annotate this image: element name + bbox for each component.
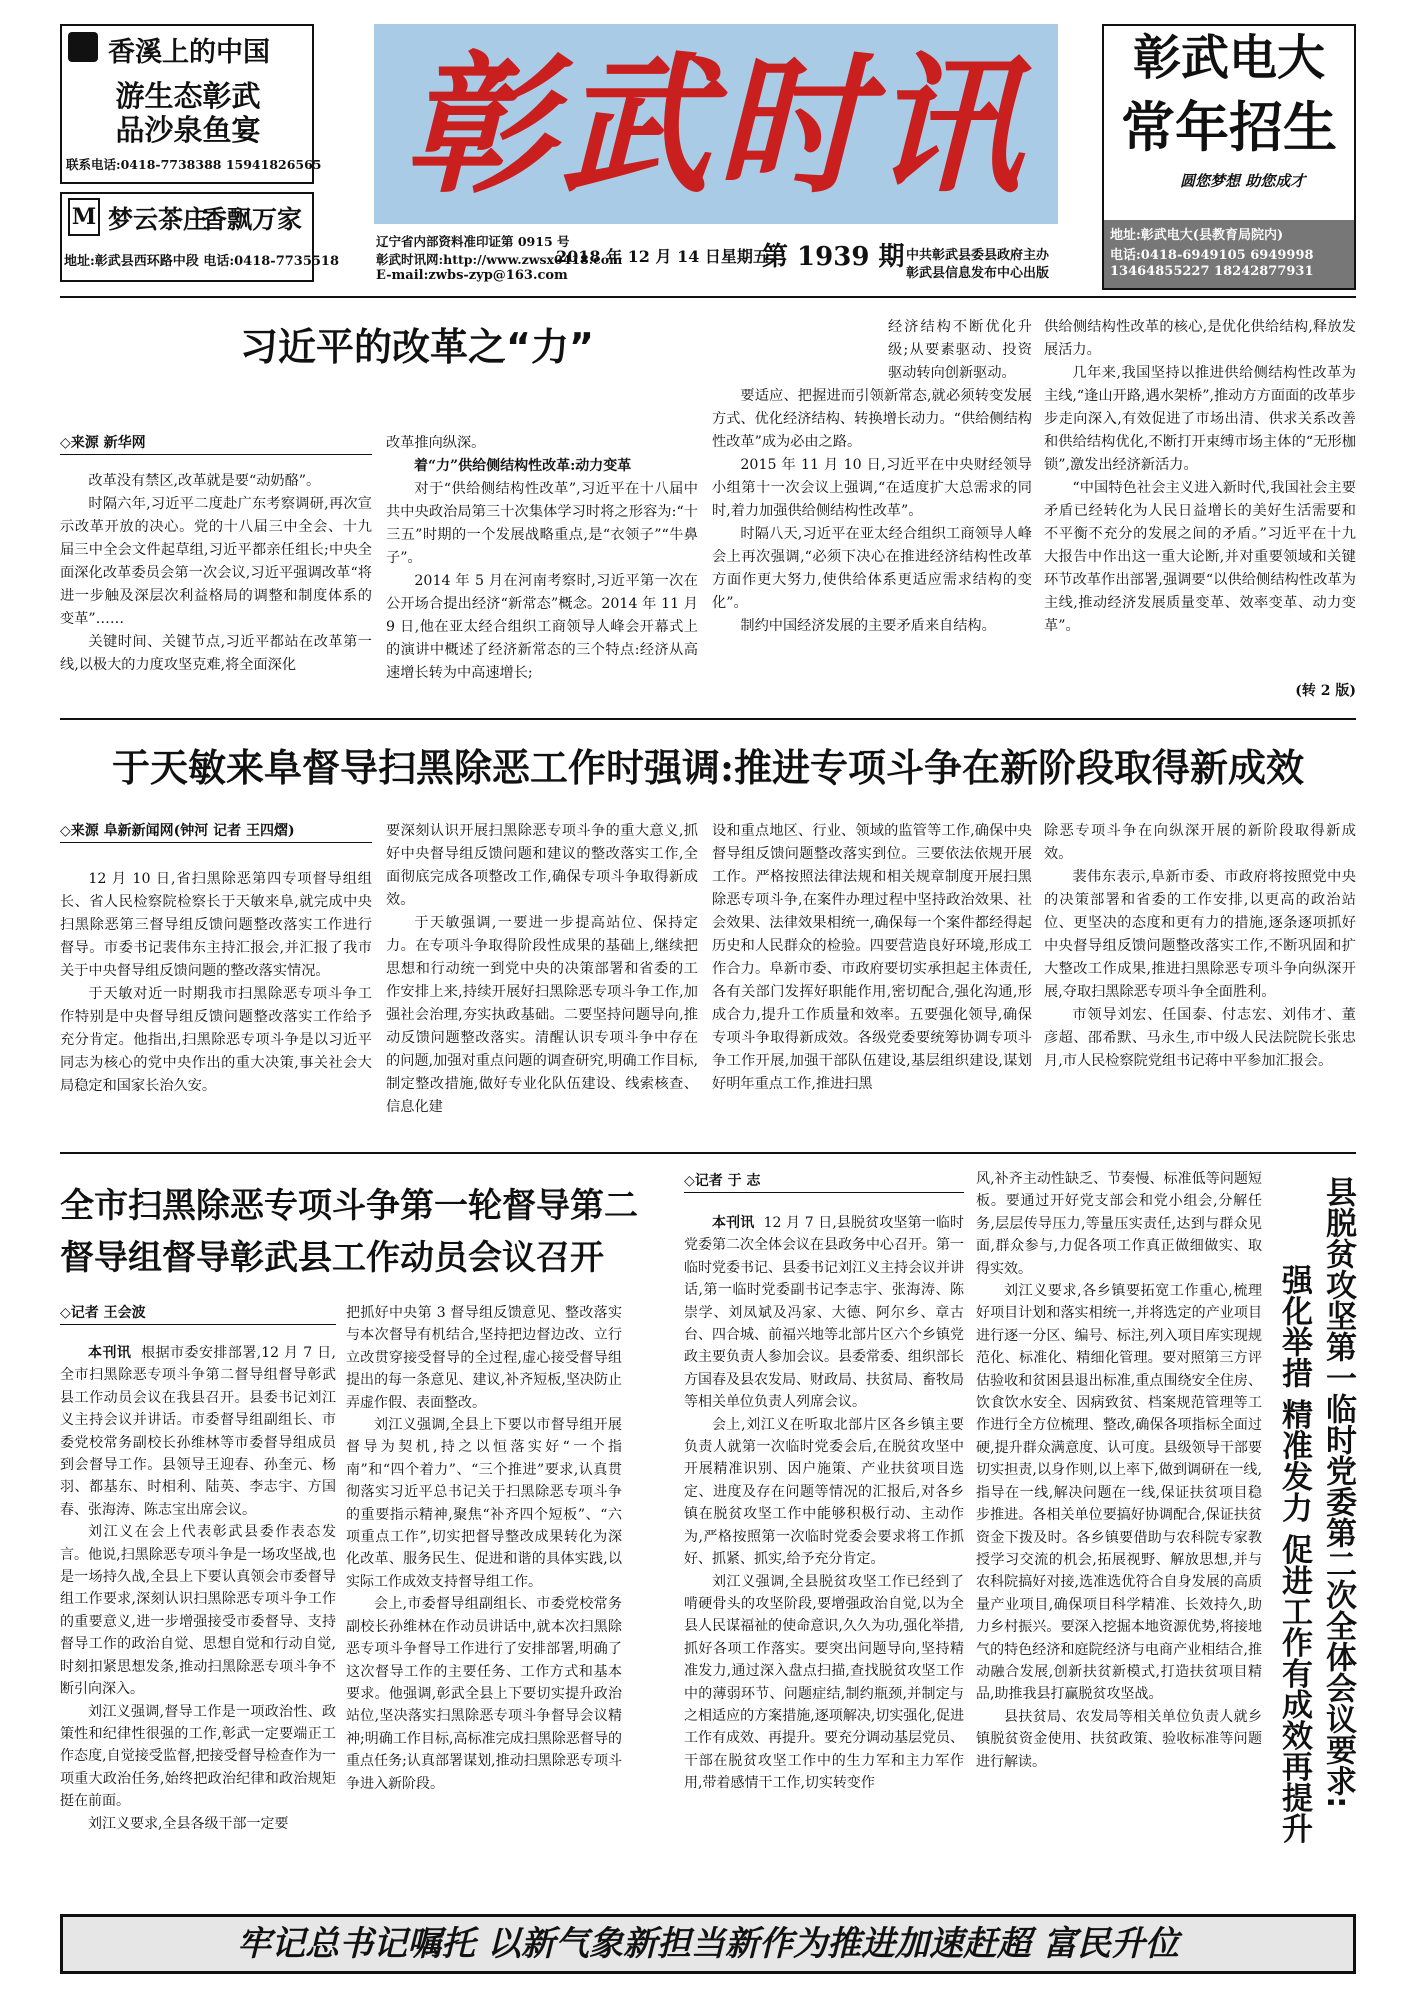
header-rule [60,296,1356,298]
article3-col2: 把抓好中央第 3 督导组反馈意见、整改落实与本次督导有机结合,坚持把边督边改、立行立改贯穿接受督导的全过程,虚心接受督导组提出的每一条意见、建议,补齐短板,坚决防止弄虚作假、表面整改。 刘江义强调,全县上下要以市督导组开展督导为契机,持之以恒落实好“一个指南”和“四个着力”、“三个推进”要求,认真贯彻落实习近平总书记关于扫黑除恶专项斗争的重要指示精神,聚焦“补齐四个短板”、“六项重点工作”,切实把督导整改成果转化为深化改革、服务民生、促进和谐的具体实践,以实际工作成效支持督导组工作。 会上,市委督导组副组长、市委党校常务副校长孙维林在作动员讲话中,就本次扫黑除恶专项斗争督导工作进行了安排部署,明确了这次督导工作的主要任务、工作方式和基本要求。他强调,彰武全县上下要切实提升政治站位,坚决落实扫黑除恶专项斗争督导会议精神;明确工作目标,高标准完成扫黑除恶督导的重点任务;认真部署谋划,推动扫黑除恶专项斗争进入新阶段。 [346,1305,622,1792]
article1-col2: 改革推向纵深。 着“力”供给侧结构性改革:动力变革 对于“供给侧结构性改革”,习近平在十八届中共中央政治局第三十次集体学习时将之形容为:“十三五”时期的一个发展战略重点,是“衣领子”“牛鼻子”。 2014 年 5 月在河南考察时,习近平第一次在公开场合提出经济“新常态”概念。2014 年 11 月 9 日,他在亚太经合组织工商领导人峰会开幕式上的演讲中概述了经济新常态的三个特点:经济从高速增长转为中高速增长; [386,435,698,681]
article2-col3: 设和重点地区、行业、领域的监管等工作,确保中央督导组反馈问题整改落实到位。三要依法依规开展工作。严格按照法律法规和相关规章制度开展扫黑除恶专项斗争,在案件办理过程中坚持政治效果、社会效果、法律效果相统一,确保每一个案件都经得起历史和人民群众的检验。四要营造良好环境,形成工作合力。阜新市委、市政府要切实承担起主体责任,各有关部门发挥好职能作用,密切配合,强化沟通,形成合力,提升工作质量和效率。五要强化领导,确保专项斗争取得新成效。各级党委要统筹协调专项斗争工作开展,加强干部队伍建设,基层组织建设,谋划好明年重点工作,推进扫黑 [712,823,1032,1092]
article1-rule [60,718,1356,720]
article2-col4: 除恶专项斗争在向纵深开展的新阶段取得新成效。 裴伟东表示,阜新市委、市政府将按照党中央的决策部署和省委的工作安排,以更高的政治站位、更坚决的态度和更有力的措施,逐条逐项抓好中央督导组反馈问题整改落实工作,不断巩固和扩大整改工作成果,推进扫黑除恶专项斗争向纵深开展,夺取扫黑除恶专项斗争全面胜利。 市领导刘宏、任国泰、付志宏、刘伟才、董彦超、邵希默、马永生,市中级人民法院院长张忠月,市人民检察院党组书记蒋中平参加汇报会。 [1044,823,1356,1069]
ad-right-address: 地址:彰武电大(县教育局院内) [1110,228,1284,243]
ad-left-brand: 香溪上的中国 [108,37,270,68]
bottom-banner: 牢记总书记嘱托 以新气象新担当新作为推进加速赶超 富民升位 [237,1924,1179,1964]
article4-source-rule [684,1192,964,1193]
article3-col1: 本刊讯 根据市委安排部署,12 月 7 日,全市扫黑除恶专项斗争第二督导组督导彰武县工作动员会议在我县召开。县委书记刘江义主持会议并讲话。市委督导组副组长、市委党校常务副校长孙维林等市委督导组成员到会督导工作。县领导王迎春、孙奎元、杨羽、都基东、时相利、陆英、李志宇、方国春、张海涛、陈志宝出席会议。 刘江义在会上代表彰武县委作表态发言。他说,扫黑除恶专项斗争是一场攻坚战,也是一场持久战,全县上下要认真领会市委督导组工作要求,深刻认识扫黑除恶专项斗争工作的重要意义,进一步增强接受市委督导、支持督导工作的政治自觉、思想自觉和行动自觉,时刻扣紧思想发条,推动扫黑除恶专项斗争不断引向深入。 刘江义强调,督导工作是一项政治性、政策性和纪律性很强的工作,彰武一定要端正工作态度,自觉接受监督,把接受督导检查作为一项重大政治任务,始终把政治纪律和政治规矩挺在前面。 刘江义要求,全县各级干部一定要 [60,1345,336,1832]
article2-headline: 于天敏来阜督导扫黑除恶工作时强调:推进专项斗争在新阶段取得新成效 [111,745,1305,790]
masthead-email: E-mail:zwbs-zyp@163.com [376,268,568,283]
article4-side-title-2: 强化举措 精准发力 促进工作有成效再提升 [1276,1264,1312,1844]
article2-col2: 要深刻认识开展扫黑除恶专项斗争的重大意义,抓好中央督导组反馈问题和建议的整改落实工作,全面彻底完成各项整改工作,确保专项斗争取得新成效。 于天敏强调,一要进一步提高站位、保持定力。在专项斗争取得阶段性成果的基础上,继续把思想和行动统一到党中央的决策部署和省委的工作安排上来,持续开展好扫黑除恶专项斗争工作,加强社会治理,夯实执政基础。二要坚持问题导向,推动反馈问题整改落实。清醒认识专项斗争中存在的问题,加强对重点问题的调查研究,明确工作目标,制定整改措施,做好专业化队伍建设、线索核查、信息化建 [386,823,698,1115]
article2-source: ◇来源 阜新新闻网(钟河 记者 王四熠) [60,823,295,839]
article1-source-rule [60,454,372,455]
article4-source: ◇记者 于 志 [684,1173,761,1189]
article2-source-rule [60,842,372,843]
tea-slogan: 香飘万家 [202,205,303,234]
masthead-reg: 辽宁省内部资料准印证第 0915 号 [376,234,570,249]
masthead-org1: 中共彰武县委县政府主办 [906,248,1050,263]
article3-headline-line2: 督导组督导彰武县工作动员会议召开 [60,1238,604,1278]
ad-left-line2: 品沙泉鱼宴 [115,113,261,147]
article4-col2: 风,补齐主动性缺乏、节奏慢、标准低等问题短板。要通过开好党支部会和党小组会,分解任务,层层传导压力,等量压实责任,达到与群众见面,群众参与,力促各项工作真正做细做实、取得实效。 刘江义要求,各乡镇要拓宽工作重心,梳理好项目计划和落实相统一,并将选定的产业项目进行逐一分区、编号、标注,列入项目库实现规范化、标准化、精细化管理。要对照第三方评估验收和贫困县退出标准,重点围绕安全住房、饮食饮水安全、因病致贫、档案规范管理等工作进行全方位梳理、整改,确保各项指标全面过硬,提升群众满意度、认可度。县级领导干部要切实担责,以身作则,以上率下,做到调研在一线,指导在一线,解决问题在一线,保证扶贫项目稳步推进。各相关单位要搞好协调配合,保证扶贫资金下拨及时。各乡镇要借助与农科院专家教授学习交流的机会,拓展视野、解放思想,并与农科院搞好对接,选准选优符合自身发展的高质量产业项目,确保项目科学精准、长效持久,助力乡村振兴。要深入挖掘本地资源优势,将接地气的特色经济和庭院经济与电商产业相结合,推动融合发展,创新扶贫新模式,打造扶贫项目精品,助推我县打赢脱贫攻坚战。 县扶贫局、农发局等相关单位负责人就乡镇脱贫资金使用、扶贫政策、验收标准等问题进行解读。 [976,1171,1262,1770]
article4-side-title-1: 县脱贫攻坚第一临时党委第二次全体会议要求: [1320,1176,1356,1809]
masthead-org2: 彰武县信息发布中心出版 [906,266,1050,281]
ad-left-logo [68,32,98,62]
article4-lead-tag: 本刊讯 [712,1215,755,1231]
article3-source-rule [60,1324,336,1325]
masthead-website: 彰武时讯网:http://www.zwsx0418.com [376,252,623,267]
article1-headline: 习近平的改革之“力” [240,325,594,369]
article3-headline-line1: 全市扫黑除恶专项斗争第一轮督导第二 [60,1186,638,1226]
article2-rule [60,1152,1356,1154]
tea-logo: M [68,198,100,236]
masthead-date: 2018 年 12 月 14 日星期五 [556,247,769,266]
article1-source: ◇来源 新华网 [60,435,146,451]
ad-right-line2: 常年招生 [1121,96,1337,159]
article1-col1: 改革没有禁区,改革就是要“动奶酪”。 时隔六年,习近平二度赴广东考察调研,再次宣示改革开放的决心。党的十八届三中全会、十九届三中全会文件起草组,习近平都亲任组长;中央全面深化改革委员会第一次会议,习近平强调改革“将进一步触及深层次利益格局的调整和制度体系的变革”…… 关键时间、关键节点,习近平都站在改革第一线,以极大的力度攻坚克难,将全面深化 [60,473,372,673]
ad-right-phone: 电话:0418-6949105 6949998 [1110,248,1314,263]
article3-source: ◇记者 王会波 [60,1305,146,1321]
article2-col1: 12 月 10 日,省扫黑除恶第四专项督导组组长、省人民检察院检察长于天敏来阜,就完成中央扫黑除恶第三督导组反馈问题整改落实工作进行督导。市委书记裴伟东主持汇报会,并汇报了我市关于中央督导组反馈问题的整改落实情况。 于天敏对近一时期我市扫黑除恶专项斗争工作特别是中央督导组反馈问题整改落实工作给予充分肯定。他指出,扫黑除恶专项斗争是以习近平同志为核心的党中央作出的重大决策,事关社会大局稳定和国家长治久安。 [60,871,372,1094]
article1-col4: 供给侧结构性改革的核心,是优化供给结构,释放发展活力。 几年来,我国坚持以推进供给侧结构性改革为主线,“逢山开路,遇水架桥”,推动方方面面的改革步步走向深入,有效促进了市场出清、供求关系改善和供给结构优化,不断打开束缚市场主体的“无形枷锁”,激发出经济新活力。 “中国特色社会主义进入新时代,我国社会主要矛盾已经转化为人民日益增长的美好生活需要和不平衡不充分的发展之间的矛盾。”习近平在十九大报告中作出这一重大论断,并对重要领域和关键环节改革作出部署,强调要“以供给侧结构性改革为主线,推动经济发展质量变革、效率变革、动力变革”。 [1044,319,1356,634]
article1-continued: (转 2 版) [1295,683,1356,699]
ad-right-mobile: 13464855227 18242877931 [1110,264,1314,279]
article1-col3: 经济结构不断优化升级;从要素驱动、投资驱动转向创新驱动。 要适应、把握进而引领新常态,就必须转变发展方式、优化经济结构、转换增长动力。“供给侧结构性改革”成为必由之路。 2015 年 11 月 10 日,习近平在中央财经领导小组第十一次会议上强调,“在适度扩大总需求的同时,着力加强供给侧结构性改革”。 时隔八天,习近平在亚太经合组织工商领导人峰会上再次强调,“必须下决心在推进经济结构性改革方面作更大努力,使供给体系更适应需求结构的变化”。 制约中国经济发展的主要矛盾来自结构。 [712,319,1032,634]
tea-name: 梦云茶庄 [108,205,209,234]
ad-left-line1: 游生态彰武 [115,79,261,113]
ad-right-line1: 彰武电大 [1132,30,1325,86]
ad-left-contact: 联系电话:0418-7738388 15941826565 [66,157,322,172]
masthead-issue: 第 1939 期 [762,242,905,272]
masthead-title: 彰武时讯 [403,38,1028,214]
article3-lead-tag: 本刊讯 [88,1345,132,1361]
tea-address: 地址:彰武县西环路中段 电话:0418-7735518 [64,254,340,269]
ad-right-slogan: 圆您梦想 助您成才 [1180,172,1306,190]
article4-col1: 本刊讯 12 月 7 日,县脱贫攻坚第一临时党委第二次全体会议在县政务中心召开。第一临时党委书记、县委书记刘江义主持会议并讲话,第一临时党委副书记李志宇、张海涛、陈崇学、刘凤斌及冯家、大德、阿尔乡、章古台、四合城、前福兴地等北部片区六个乡镇党政主要负责人参加会议。县委常委、组织部长方国春及县农发局、财政局、扶贫局、畜牧局等相关单位负责人列席会议。 会上,刘江义在听取北部片区各乡镇主要负责人就第一次临时党委会后,在脱贫攻坚中开展精准识别、因户施策、产业扶贫项目选定、进度及存在问题等情况的汇报后,对各乡镇在脱贫攻坚工作中能够积极行动、主动作为,严格按照第一次临时党委会要求将工作抓好、抓紧、抓实,给予充分肯定。 刘江义强调,全县脱贫攻坚工作已经到了啃硬骨头的攻坚阶段,要增强政治自觉,以为全县人民谋福祉的使命意识,久久为功,强化举措,抓好各项工作落实。要突出问题导向,坚持精准发力,通过深入盘点扫描,查找脱贫攻坚工作中的薄弱环节、问题症结,制约瓶颈,并制定与之相适应的方案措施,逐项解决,切实强化,促进工作有成效、再提升。要充分调动基层党员、干部在脱贫攻坚工作中的生力军和主力军作用,带着感情干工作,切实转变作 [684,1215,964,1792]
